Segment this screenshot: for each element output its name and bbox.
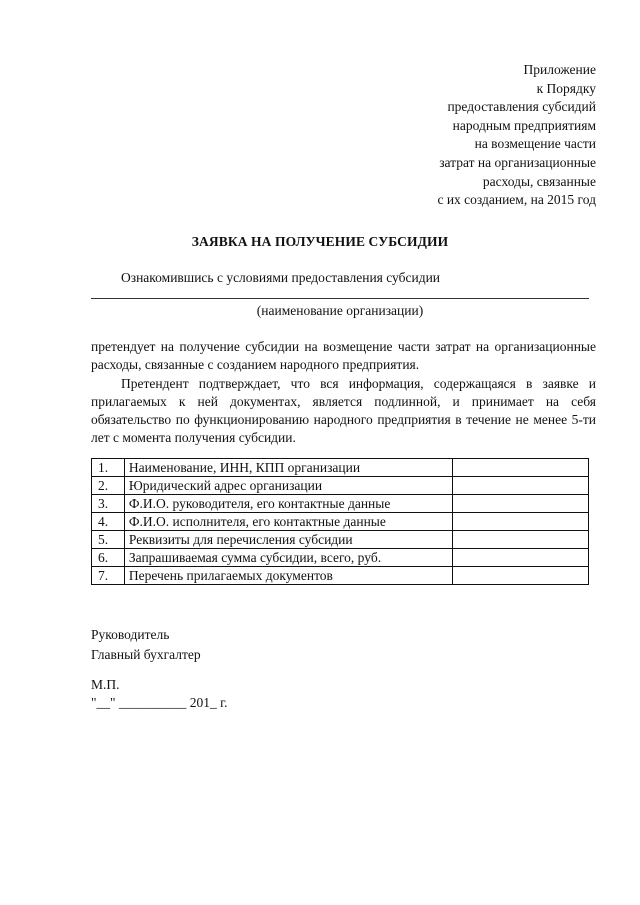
row-label: Ф.И.О. руководителя, его контактные данные xyxy=(124,495,452,513)
date-line: "__" __________ 201_ г. xyxy=(91,695,228,710)
row-label: Юридический адрес организации xyxy=(124,477,452,495)
table-row xyxy=(92,495,589,513)
body-text xyxy=(91,338,596,448)
row-value xyxy=(453,495,589,513)
table-row xyxy=(92,513,589,531)
row-value xyxy=(453,477,589,495)
appendix-line: к Порядку xyxy=(536,80,596,96)
table-row xyxy=(92,477,589,495)
appendix-header xyxy=(437,61,596,210)
paragraph-claim: претендует на получение субсидии на возмещение части затрат на организационные расходы, связанные с созданием народного предприятия. xyxy=(91,339,596,373)
row-value xyxy=(453,549,589,567)
paragraph-confirmation: Претендент подтверждает, что вся информация, содержащаяся в заявке и прилагаемых к ней документах, является подлинной, и принимает на себя обязательство по функционированию народного предприятия в течение не менее 5-ти лет с момента получения субсидии. xyxy=(91,375,596,446)
row-value xyxy=(453,567,589,585)
table-row xyxy=(92,549,589,567)
row-value xyxy=(453,459,589,477)
row-label: Запрашиваемая сумма субсидии, всего, руб. xyxy=(124,549,452,567)
stamp-date-block xyxy=(91,676,228,712)
table-row xyxy=(92,531,589,549)
organization-name-line xyxy=(91,298,589,299)
signatures-block xyxy=(91,625,201,664)
appendix-line: народным предприятиям xyxy=(452,117,596,133)
row-number: 1. xyxy=(92,459,125,477)
signature-head: Руководитель xyxy=(91,627,170,642)
row-value xyxy=(453,531,589,549)
row-number: 7. xyxy=(92,567,125,585)
row-value xyxy=(453,513,589,531)
row-number: 4. xyxy=(92,513,125,531)
table-row xyxy=(92,459,589,477)
appendix-line: на возмещение части xyxy=(474,136,596,152)
appendix-line: Приложение xyxy=(523,62,596,77)
application-table xyxy=(91,458,589,585)
row-number: 6. xyxy=(92,549,125,567)
stamp-place: М.П. xyxy=(91,677,120,692)
document-title: ЗАЯВКА НА ПОЛУЧЕНИЕ СУБСИДИИ xyxy=(191,234,449,249)
row-label: Реквизиты для перечисления субсидии xyxy=(124,531,452,549)
row-label: Ф.И.О. исполнителя, его контактные данные xyxy=(124,513,452,531)
row-number: 5. xyxy=(92,531,125,549)
signature-accountant: Главный бухгалтер xyxy=(91,646,201,662)
intro-text: Ознакомившись с условиями предоставления субсидии xyxy=(121,270,441,285)
row-label: Наименование, ИНН, КПП организации xyxy=(124,459,452,477)
row-label: Перечень прилагаемых документов xyxy=(124,567,452,585)
appendix-line: затрат на организационные xyxy=(439,154,596,170)
row-number: 3. xyxy=(92,495,125,513)
appendix-line: предоставления субсидий xyxy=(447,99,596,115)
appendix-line: с их созданием, на 2015 год xyxy=(437,192,596,208)
row-number: 2. xyxy=(92,477,125,495)
appendix-line: расходы, связанные xyxy=(482,173,596,189)
table-row xyxy=(92,567,589,585)
organization-name-caption: (наименование организации) xyxy=(256,303,424,318)
